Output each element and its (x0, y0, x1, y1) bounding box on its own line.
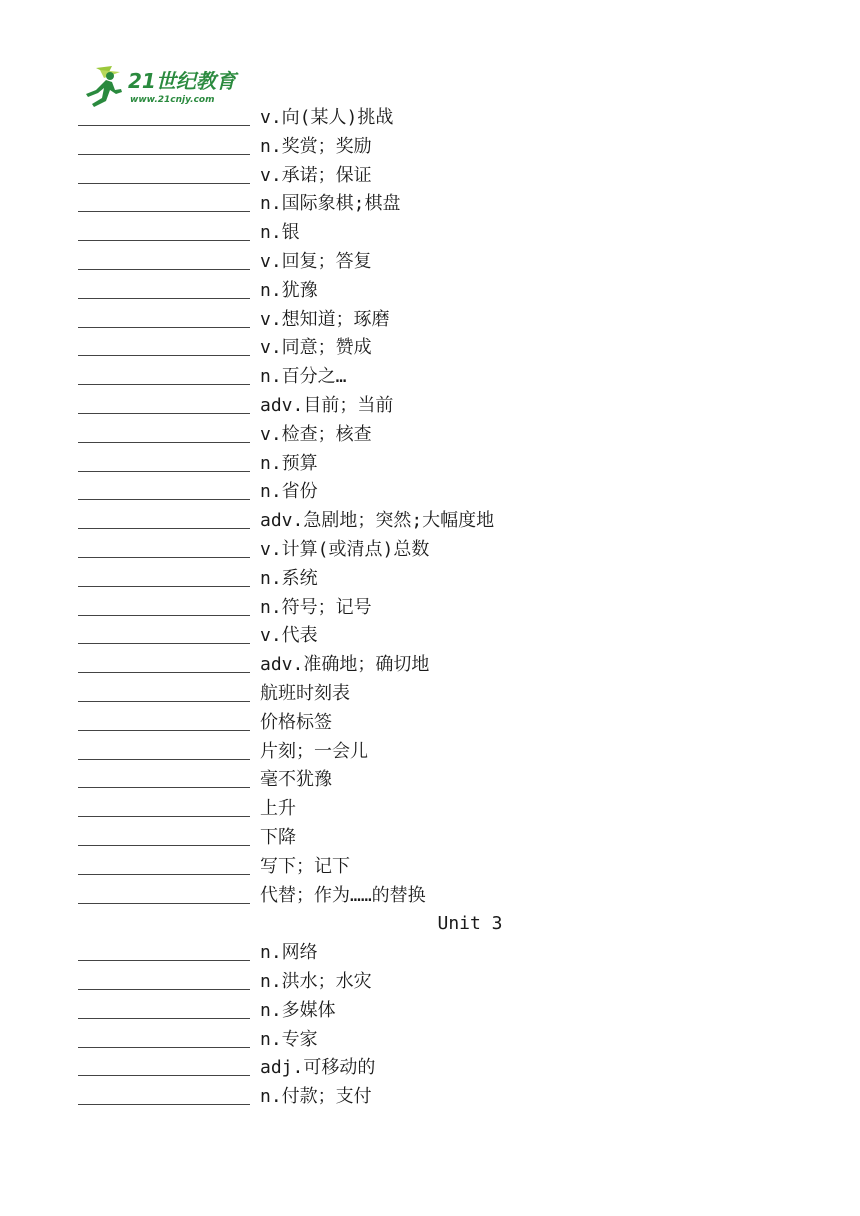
runner-logo-icon (82, 64, 252, 108)
answer-blank (78, 125, 250, 126)
answer-blank (78, 327, 250, 328)
answer-blank (78, 471, 250, 472)
definition-text: 价格标签 (260, 711, 332, 733)
answer-blank (78, 672, 250, 673)
definition-text: 代替；作为……的替换 (260, 884, 426, 906)
vocab-row (78, 853, 778, 882)
vocab-row (78, 1083, 778, 1112)
answer-blank (78, 211, 250, 212)
answer-blank (78, 355, 250, 356)
answer-blank (78, 442, 250, 443)
definition-text: v.回复；答复 (260, 250, 372, 272)
vocabulary-list (78, 104, 778, 1112)
answer-blank (78, 701, 250, 702)
vocab-row (78, 968, 778, 997)
vocab-row (78, 709, 778, 738)
vocab-row (78, 565, 778, 594)
answer-blank (78, 557, 250, 558)
definition-text: n.奖赏；奖励 (260, 135, 372, 157)
vocab-row (78, 392, 778, 421)
logo-brand-text: 21世纪教育 (128, 69, 236, 93)
answer-blank (78, 240, 250, 241)
definition-text: 片刻；一会儿 (260, 740, 368, 762)
answer-blank (78, 989, 250, 990)
vocab-row (78, 939, 778, 968)
definition-text: n.付款；支付 (260, 1086, 372, 1108)
vocab-row (78, 824, 778, 853)
unit-heading: Unit 3 (437, 913, 503, 935)
answer-blank (78, 183, 250, 184)
vocab-row (78, 162, 778, 191)
definition-text: v.想知道；琢磨 (260, 308, 390, 330)
definition-text: n.符号；记号 (260, 596, 372, 618)
answer-blank (78, 269, 250, 270)
vocab-row (78, 277, 778, 306)
answer-blank (78, 1018, 250, 1019)
answer-blank (78, 1075, 250, 1076)
answer-blank (78, 298, 250, 299)
definition-text: n.预算 (260, 452, 318, 474)
answer-blank (78, 615, 250, 616)
definition-text: n.国际象棋;棋盘 (260, 193, 401, 215)
vocab-row (78, 622, 778, 651)
vocab-row (78, 478, 778, 507)
answer-blank (78, 816, 250, 817)
definition-text: adv.急剧地；突然;大幅度地 (260, 510, 495, 532)
answer-blank (78, 413, 250, 414)
answer-blank (78, 154, 250, 155)
vocab-row (78, 1054, 778, 1083)
definition-text: n.专家 (260, 1028, 318, 1050)
definition-text: n.网络 (260, 942, 318, 964)
answer-blank (78, 759, 250, 760)
definition-text: n.百分之… (260, 366, 347, 388)
vocab-row (78, 536, 778, 565)
definition-text: 写下；记下 (260, 855, 350, 877)
vocab-row (78, 651, 778, 680)
vocab-row (78, 882, 778, 911)
vocab-row (78, 248, 778, 277)
vocab-row (78, 334, 778, 363)
vocab-row (78, 1026, 778, 1055)
definition-text: n.犹豫 (260, 279, 318, 301)
vocab-row (78, 450, 778, 479)
vocab-row (78, 594, 778, 623)
definition-text: adv.准确地；确切地 (260, 654, 430, 676)
definition-text: 航班时刻表 (260, 682, 350, 704)
answer-blank (78, 1104, 250, 1105)
vocab-row (78, 133, 778, 162)
answer-blank (78, 903, 250, 904)
site-logo (82, 64, 252, 108)
definition-text: 毫不犹豫 (260, 769, 332, 791)
definition-text: 上升 (260, 798, 296, 820)
answer-blank (78, 874, 250, 875)
answer-blank (78, 730, 250, 731)
definition-text: v.代表 (260, 625, 318, 647)
answer-blank (78, 499, 250, 500)
definition-text: 下降 (260, 826, 296, 848)
answer-blank (78, 384, 250, 385)
answer-blank (78, 643, 250, 644)
definition-text: v.同意；赞成 (260, 337, 372, 359)
definition-text: v.向(某人)挑战 (260, 107, 394, 128)
definition-text: n.多媒体 (260, 999, 336, 1021)
vocab-row (78, 507, 778, 536)
vocab-row (78, 219, 778, 248)
definition-text: n.洪水；水灾 (260, 970, 372, 992)
definition-text: v.计算(或清点)总数 (260, 538, 430, 560)
answer-blank (78, 1047, 250, 1048)
definition-text: n.系统 (260, 567, 318, 589)
vocab-row (78, 363, 778, 392)
vocab-row (78, 738, 778, 767)
logo-url-text: www.21cnjy.com (130, 95, 215, 105)
vocab-row (78, 421, 778, 450)
definition-text: adj.可移动的 (260, 1057, 376, 1079)
answer-blank (78, 586, 250, 587)
definition-text: v.承诺；保证 (260, 164, 372, 186)
answer-blank (78, 787, 250, 788)
vocab-row (78, 795, 778, 824)
vocab-row (78, 190, 778, 219)
vocab-row (78, 680, 778, 709)
vocab-row (78, 104, 778, 133)
vocab-row (78, 306, 778, 335)
answer-blank (78, 960, 250, 961)
definition-text: adv.目前；当前 (260, 394, 394, 416)
answer-blank (78, 528, 250, 529)
vocab-row (78, 997, 778, 1026)
vocab-row (78, 766, 778, 795)
definition-text: v.检查；核查 (260, 423, 372, 445)
definition-text: n.省份 (260, 481, 318, 503)
answer-blank (78, 845, 250, 846)
definition-text: n.银 (260, 222, 300, 244)
